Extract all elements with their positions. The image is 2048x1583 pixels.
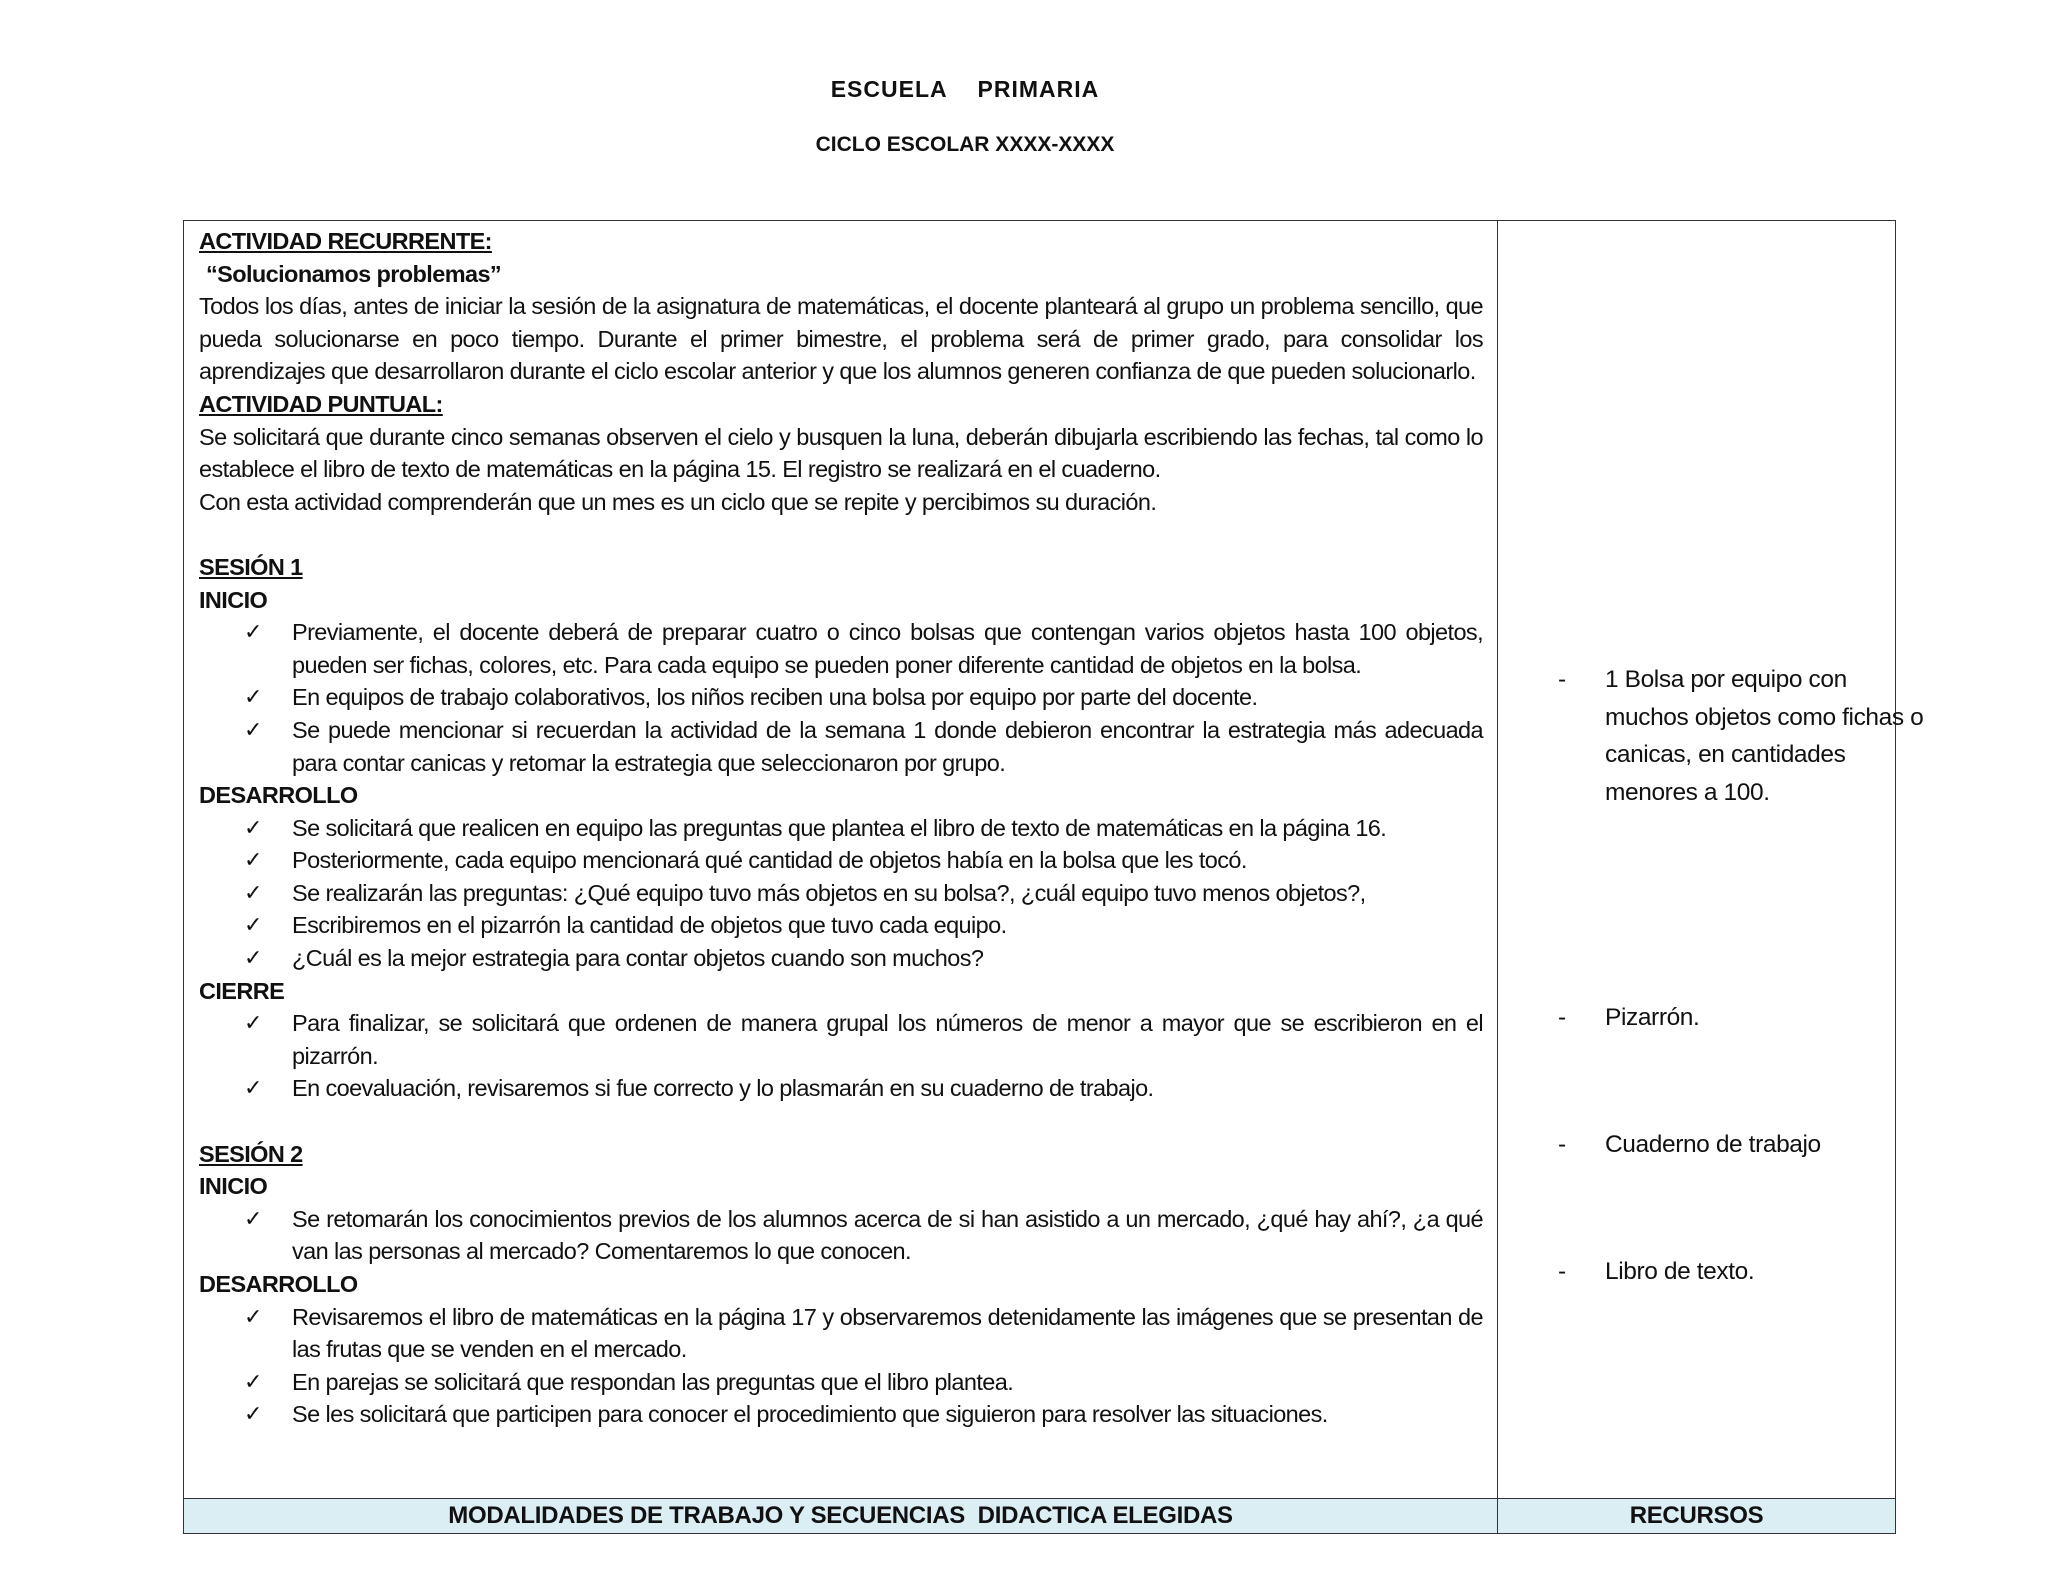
school-cycle: CICLO ESCOLAR XXXX-XXXX bbox=[815, 133, 1115, 156]
list-item bbox=[244, 812, 1483, 845]
planning-table bbox=[183, 220, 1924, 1534]
list-item-text: En parejas se solicitará que respondan las preguntas que el libro plantea. bbox=[292, 1368, 1014, 1395]
check-icon: ✓ bbox=[244, 1368, 262, 1394]
resources-cell bbox=[1498, 221, 1924, 1499]
dash-bullet: - bbox=[1558, 1004, 1566, 1031]
list-item bbox=[244, 1301, 1483, 1366]
punctual-text: Se solicitará que durante cinco semanas observen el cielo y busquen la luna, deberán dibujarla escribiendo las fechas, tal como lo establece el libro de texto de matemáticas en la página 15. El registro se realizará en el cuaderno. bbox=[199, 423, 1483, 483]
recurrent-title: “Solucionamos problemas” bbox=[206, 260, 502, 287]
session2-desarrollo-list bbox=[199, 1301, 1483, 1431]
check-icon: ✓ bbox=[244, 814, 262, 840]
list-item bbox=[244, 1398, 1483, 1431]
list-item bbox=[244, 1007, 1483, 1072]
check-icon: ✓ bbox=[244, 716, 262, 742]
list-item-text: En equipos de trabajo colaborativos, los niños reciben una bolsa por equipo por parte del docente. bbox=[292, 684, 1258, 711]
list-item bbox=[244, 714, 1483, 779]
recurrent-heading: ACTIVIDAD RECURRENTE: bbox=[199, 228, 492, 254]
footer-resources-label: RECURSOS bbox=[1498, 1499, 1896, 1534]
resource-item bbox=[1558, 999, 1925, 1037]
list-item-text: Se puede mencionar si recuerdan la actividad de la semana 1 donde debieron encontrar la estrategia más adecuada para contar canicas y retomar la estrategia que seleccionaron por grupo. bbox=[292, 716, 1483, 776]
resource-item bbox=[1558, 661, 1925, 811]
check-icon: ✓ bbox=[244, 1075, 262, 1101]
dash-bullet: - bbox=[1558, 666, 1566, 693]
activities-content bbox=[184, 221, 1497, 1431]
list-item bbox=[244, 942, 1483, 975]
resource-text: Pizarrón. bbox=[1605, 1004, 1700, 1031]
list-item bbox=[244, 1072, 1483, 1105]
check-icon: ✓ bbox=[244, 847, 262, 873]
check-icon: ✓ bbox=[244, 1010, 262, 1036]
session2-desarrollo-label: DESARROLLO bbox=[199, 1271, 358, 1297]
list-item-text: Revisaremos el libro de matemáticas en la página 17 y observaremos detenidamente las imágenes que se presentan de las frutas que se venden en el mercado. bbox=[292, 1303, 1483, 1363]
resource-item bbox=[1558, 1253, 1925, 1291]
resource-item bbox=[1558, 1126, 1925, 1164]
list-item-text: Se les solicitará que participen para conocer el procedimiento que siguieron para resolver las situaciones. bbox=[292, 1401, 1328, 1428]
check-icon: ✓ bbox=[244, 1401, 262, 1427]
list-item bbox=[244, 1366, 1483, 1399]
session2-inicio-list bbox=[199, 1203, 1483, 1268]
session1-inicio-list bbox=[199, 616, 1483, 779]
list-item bbox=[244, 616, 1483, 681]
list-item bbox=[244, 681, 1483, 714]
session1-heading: SESIÓN 1 bbox=[199, 553, 303, 580]
check-icon: ✓ bbox=[244, 945, 262, 971]
list-item-text: ¿Cuál es la mejor estrategia para contar objetos cuando son muchos? bbox=[292, 945, 984, 972]
session2-heading: SESIÓN 2 bbox=[199, 1140, 303, 1167]
resource-text: Cuaderno de trabajo bbox=[1605, 1131, 1821, 1158]
resources-list bbox=[1498, 221, 1924, 1498]
school-title: ESCUELA PRIMARIA bbox=[830, 76, 1100, 102]
check-icon: ✓ bbox=[244, 619, 262, 645]
check-icon: ✓ bbox=[244, 912, 262, 938]
list-item-text: Para finalizar, se solicitará que ordenen de manera grupal los números de menor a mayor que se escribieron en el pizarrón. bbox=[292, 1010, 1483, 1069]
list-item bbox=[244, 1203, 1483, 1268]
list-item-text: Escribiremos en el pizarrón la cantidad de objetos que tuvo cada equipo. bbox=[292, 912, 1007, 939]
check-icon: ✓ bbox=[244, 1205, 262, 1231]
resource-text: Libro de texto. bbox=[1605, 1258, 1755, 1285]
activities-cell bbox=[184, 221, 1498, 1499]
check-icon: ✓ bbox=[244, 1303, 262, 1329]
dash-bullet: - bbox=[1558, 1131, 1566, 1158]
resource-text: 1 Bolsa por equipo con muchos objetos como fichas o canicas, en cantidades menores a 100. bbox=[1605, 666, 1924, 806]
session1-desarrollo-label: DESARROLLO bbox=[199, 782, 358, 809]
punctual-heading: ACTIVIDAD PUNTUAL: bbox=[199, 390, 443, 417]
list-item-text: Se solicitará que realicen en equipo las preguntas que plantea el libro de texto de matemáticas en la página 16. bbox=[292, 814, 1387, 841]
session1-desarrollo-list bbox=[199, 812, 1483, 975]
list-item-text: Se retomarán los conocimientos previos de los alumnos acerca de si han asistido a un mercado, ¿qué hay ahí?, ¿a qué van las personas al mercado? Comentaremos lo que conocen. bbox=[292, 1205, 1483, 1265]
list-item bbox=[244, 844, 1483, 877]
session1-cierre-list bbox=[199, 1007, 1483, 1105]
punctual-text-2: Con esta actividad comprenderán que un mes es un ciclo que se repite y percibimos su duración. bbox=[199, 488, 1157, 515]
dash-bullet: - bbox=[1558, 1258, 1566, 1285]
list-item bbox=[244, 877, 1483, 910]
session1-cierre-label: CIERRE bbox=[199, 977, 285, 1004]
list-item-text: Previamente, el docente deberá de preparar cuatro o cinco bolsas que contengan varios objetos hasta 100 objetos, pueden ser fichas, colores, etc. Para cada equipo se pueden poner diferente cantidad de objetos en la bolsa. bbox=[292, 619, 1483, 678]
session1-inicio-label: INICIO bbox=[199, 586, 268, 613]
list-item-text: Posteriormente, cada equipo mencionará qué cantidad de objetos había en la bolsa que les tocó. bbox=[292, 847, 1247, 874]
recurrent-text: Todos los días, antes de iniciar la sesión de la asignatura de matemáticas, el docente planteará al grupo un problema sencillo, que pueda solucionarse en poco tiempo. Durante el primer bimestre, el problema será de primer grado, para consolidar los aprendizajes que desarrollaron durante el ciclo escolar anterior y que los alumnos generen confianza de que pueden solucionarlo. bbox=[199, 293, 1483, 385]
session2-inicio-label: INICIO bbox=[199, 1173, 268, 1200]
check-icon: ✓ bbox=[244, 684, 262, 710]
list-item bbox=[244, 909, 1483, 942]
check-icon: ✓ bbox=[244, 879, 262, 905]
footer-activities-label: MODALIDADES DE TRABAJO Y SECUENCIAS DIDACTICA ELEGIDAS bbox=[184, 1499, 1498, 1534]
list-item-text: Se realizarán las preguntas: ¿Qué equipo tuvo más objetos en su bolsa?, ¿cuál equipo tuvo menos objetos?, bbox=[292, 879, 1366, 906]
list-item-text: En coevaluación, revisaremos si fue correcto y lo plasmarán en su cuaderno de trabajo. bbox=[292, 1075, 1154, 1102]
